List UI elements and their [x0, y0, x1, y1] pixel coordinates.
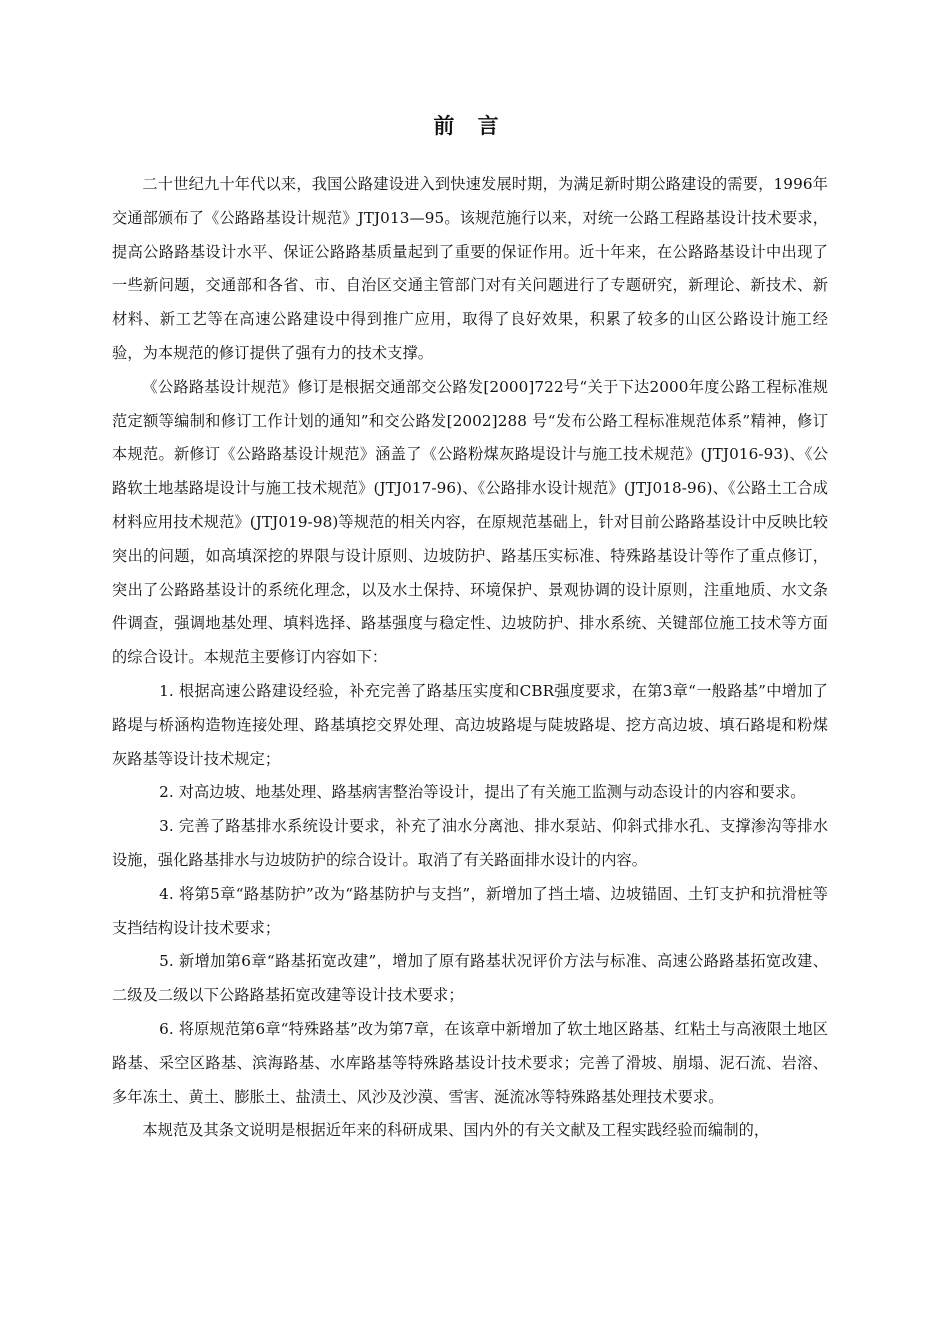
- revision-item-6: 6. 将原规范第6章“特殊路基”改为第7章，在该章中新增加了软土地区路基、红粘土与高液限土地区路基、采空区路基、滨海路基、水库路基等特殊路基设计技术要求；完善了滑坡、崩塌、泥石流、岩溶、多年冻土、黄土、膨胀土、盐渍土、风沙及沙漠、雪害、涎流冰等特殊路基处理技术要求。: [112, 1019, 828, 1106]
- revision-basis-paragraph: 《公路路基设计规范》修订是根据交通部交公路发[2000]722号“关于下达2000年度公路工程标准规范定额等编制和修订工作计划的通知”和交公路发[2002]288 号“发布公路工程标准规范体系”精神，修订本规范。新修订《公路路基设计规范》涵盖了《公路粉煤灰路堤设计与施工技术规范》(JTJ016-93)、《公路软土地基路堤设计与施工技术规范》(JTJ017-96)、《公路排水设计规范》(JTJ018-96)、《公路土工合成材料应用技术规范》(JTJ019-98)等规范的相关内容，在原规范基础上，针对目前公路路基设计中反映比较突出的问题，如高填深挖的界限与设计原则、边坡防护、路基压实标准、特殊路基设计等作了重点修订，突出了公路路基设计的系统化理念，以及水土保持、环境保护、景观协调的设计原则，注重地质、水文条件调查，强调地基处理、填料选择、路基强度与稳定性、边坡防护、排水系统、关键部位施工技术等方面的综合设计。本规范主要修订内容如下：: [112, 377, 828, 667]
- closing-paragraph: 本规范及其条文说明是根据近年来的科研成果、国内外的有关文献及工程实践经验而编制的，: [142, 1121, 770, 1140]
- revision-item-5: 5. 新增加第6章“路基拓宽改建”，增加了原有路基状况评价方法与标准、高速公路路基拓宽改建、二级及二级以下公路路基拓宽改建等设计技术要求；: [112, 952, 828, 1005]
- revision-item-4: 4. 将第5章“路基防护”改为“路基防护与支挡”，新增加了挡土墙、边坡锚固、土钉支护和抗滑桩等支挡结构设计技术要求；: [112, 884, 828, 937]
- intro-paragraph: 二十世纪九十年代以来，我国公路建设进入到快速发展时期，为满足新时期公路建设的需要，1996年交通部颁布了《公路路基设计规范》JTJ013—95。该规范施行以来，对统一公路工程路基设计技术要求，提高公路路基设计水平、保证公路路基质量起到了重要的保证作用。近十年来，在公路路基设计中出现了一些新问题，交通部和各省、市、自治区交通主管部门对有关问题进行了专题研究，新理论、新技术、新材料、新工艺等在高速公路建设中得到推广应用，取得了良好效果，积累了较多的山区公路设计施工经验，为本规范的修订提供了强有力的技术支撑。: [112, 175, 828, 362]
- revision-item-2: 2. 对高边坡、地基处理、路基病害整治等设计，提出了有关施工监测与动态设计的内容和要求。: [159, 783, 806, 802]
- revision-item-3: 3. 完善了路基排水系统设计要求，补充了油水分离池、排水泵站、仰斜式排水孔、支撑渗沟等排水设施，强化路基排水与边坡防护的综合设计。取消了有关路面排水设计的内容。: [112, 817, 828, 869]
- page-title: 前 言: [433, 114, 507, 138]
- document-page: [112, 110, 828, 1148]
- revision-item-1: 1. 根据高速公路建设经验，补充完善了路基压实度和CBR强度要求，在第3章“一般路基”中增加了路堤与桥涵构造物连接处理、路基填挖交界处理、高边坡路堤与陡坡路堤、挖方高边坡、填石路堤和粉煤灰路基等设计技术规定；: [112, 681, 828, 768]
